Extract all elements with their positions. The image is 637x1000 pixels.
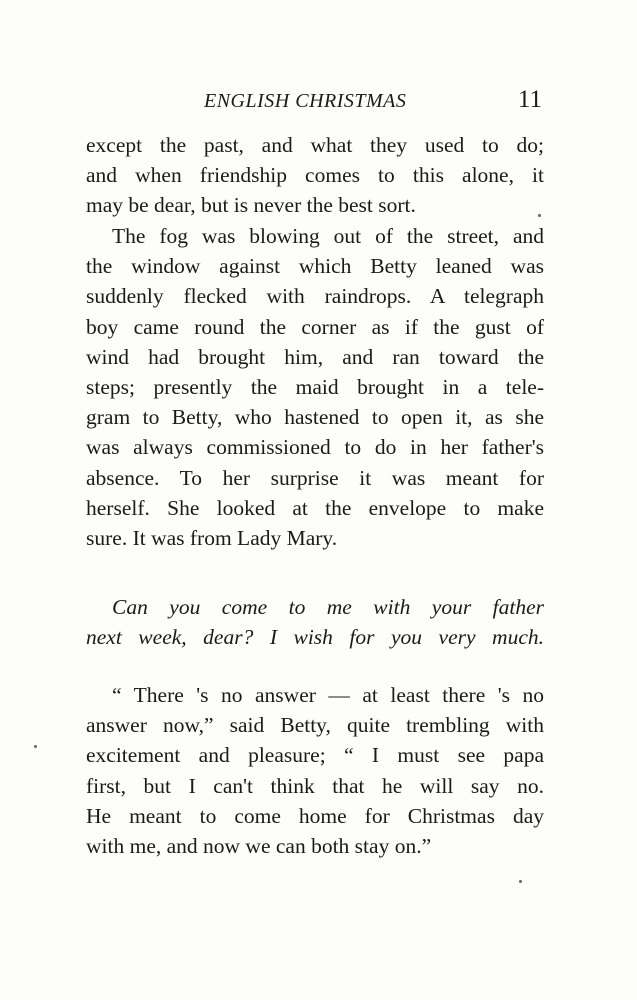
- text-line: steps; presently the maid brought in a tele-: [86, 374, 544, 399]
- text-line: suddenly flecked with raindrops. A telegraph: [86, 284, 544, 309]
- text-line: wind had brought him, and ran toward the: [86, 344, 544, 369]
- text-line: The fog was blowing out of the street, and: [112, 224, 544, 248]
- text-line: boy came round the corner as if the gust of: [86, 314, 544, 339]
- text-line: except the past, and what they used to do;: [86, 133, 544, 157]
- text-line: sure. It was from Lady Mary.: [86, 525, 338, 550]
- telegram-message: [86, 592, 544, 652]
- ink-speck: [519, 880, 522, 883]
- text-line: may be dear, but is never the best sort.: [86, 193, 416, 218]
- telegram-line: Can you come to me with your father: [112, 595, 544, 619]
- text-line: with me, and now we can both stay on.”: [86, 833, 432, 858]
- text-line: “ There 's no answer — at least there 's no: [112, 683, 544, 707]
- paragraph-betty-reply: [86, 680, 544, 861]
- text-line: absence. To her surprise it was meant for: [86, 465, 544, 490]
- page-number: 11: [517, 86, 542, 113]
- running-title: ENGLISH CHRISTMAS: [204, 90, 407, 112]
- telegram-line: next week, dear? I wish for you very much.: [86, 625, 544, 650]
- text-line: and when friendship comes to this alone, it: [86, 163, 544, 188]
- text-line: herself. She looked at the envelope to make: [86, 495, 544, 520]
- text-line: was always commissioned to do in her father's: [86, 435, 544, 460]
- text-line: answer now,” said Betty, quite trembling with: [86, 713, 544, 738]
- ink-speck: [538, 214, 541, 217]
- text-line: gram to Betty, who hastened to open it, as she: [86, 405, 544, 430]
- ink-speck: [34, 745, 37, 748]
- text-line: excitement and pleasure; “ I must see papa: [86, 743, 544, 768]
- text-line: He meant to come home for Christmas day: [86, 803, 544, 828]
- paragraph-fog: [86, 221, 544, 553]
- text-line: first, but I can't think that he will say no.: [86, 773, 544, 798]
- running-header: [86, 88, 544, 118]
- text-line: the window against which Betty leaned was: [86, 254, 544, 279]
- paragraph-continued: [86, 130, 544, 221]
